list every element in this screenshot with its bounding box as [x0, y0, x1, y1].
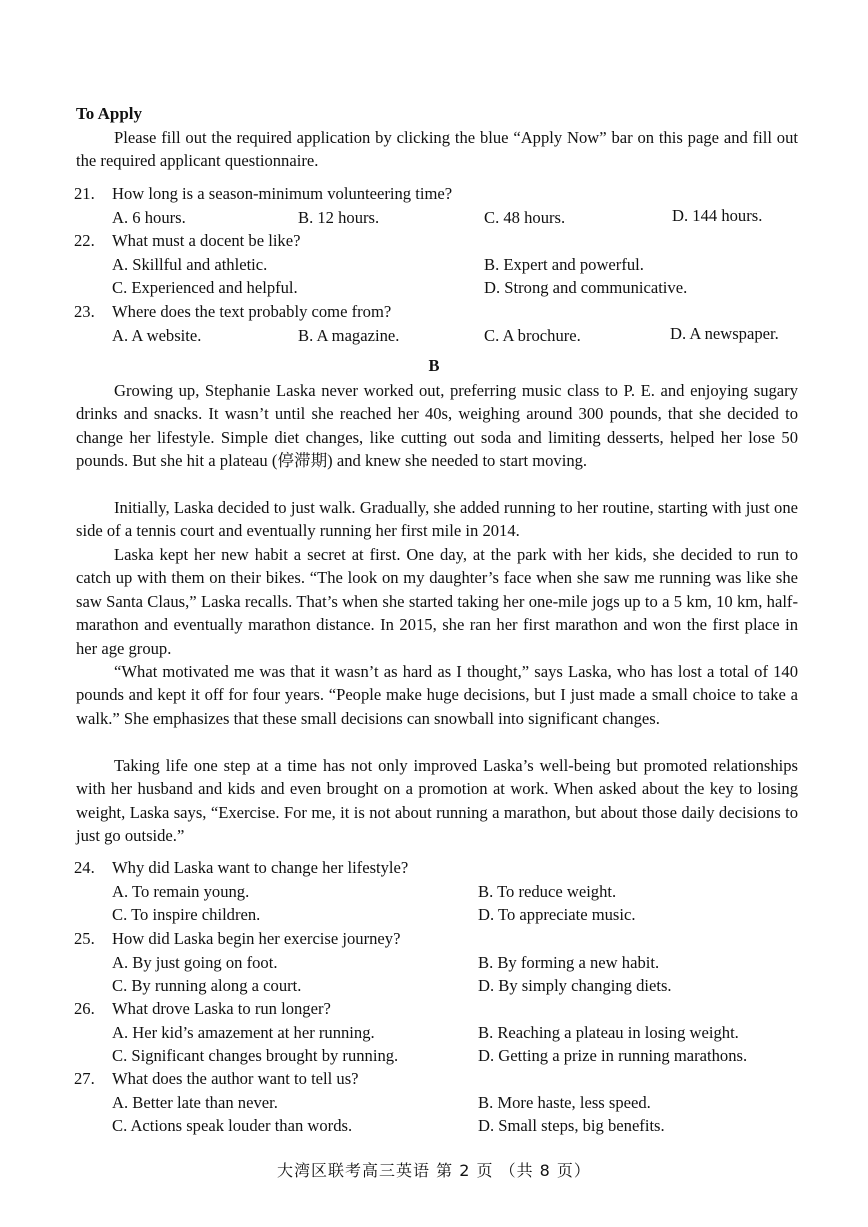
option-c: C. A brochure.: [484, 326, 581, 345]
question-number: 22.: [74, 231, 95, 250]
option-c: C. Actions speak louder than words.: [112, 1116, 353, 1135]
option-a: A. Better late than never.: [112, 1093, 278, 1112]
passage-paragraph-4: “What motivated me was that it wasn’t as hard as I thought,” says Laska, who has lost a total of 140 pounds and kept it off for four years. “People make huge decisions, but I just made a small choice to take a walk.” She emphasizes that these small decisions can snowball into significant changes.: [76, 662, 798, 728]
option-d: D. Small steps, big benefits.: [478, 1116, 665, 1135]
question-stem: How did Laska begin her exercise journey?: [112, 929, 401, 948]
option-c: C. Significant changes brought by running.: [112, 1046, 399, 1065]
question-number: 26.: [74, 999, 95, 1018]
option-a: A. Skillful and athletic.: [112, 255, 268, 274]
passage-paragraph-3: Laska kept her new habit a secret at first. One day, at the park with her kids, she decided to run to catch up with them on their bikes. “The look on my daughter’s face when she saw me running was like she saw Santa Claus,” Laska recalls. That’s when she started taking her one-mile jogs up to a 5 km, 10 km, half-marathon and eventually marathon distance. In 2015, she ran her first marathon and won the first place in her age group.: [76, 545, 798, 658]
question-stem: What drove Laska to run longer?: [112, 999, 331, 1018]
option-c: C. To inspire children.: [112, 905, 261, 924]
option-b: B. By forming a new habit.: [478, 953, 660, 972]
question-stem: Why did Laska want to change her lifestyle?: [112, 858, 409, 877]
passage-paragraph-2: Initially, Laska decided to just walk. Gradually, she added running to her routine, starting with just one side of a tennis court and eventually running her first mile in 2014.: [76, 498, 798, 541]
question-number: 21.: [74, 184, 95, 203]
option-b: B. More haste, less speed.: [478, 1093, 651, 1112]
option-a: A. A website.: [112, 326, 202, 345]
option-b: B. Reaching a plateau in losing weight.: [478, 1023, 739, 1042]
question-stem: What must a docent be like?: [112, 231, 301, 250]
passage-paragraph-5: Taking life one step at a time has not only improved Laska’s well-being but promoted relationships with her husband and kids and even brought on a promotion at work. When asked about the key to losing weight, Laska says, “Exercise. For me, it is not about running a marathon, but about those daily decisions to just go outside.”: [76, 756, 798, 846]
apply-paragraph: Please fill out the required application by clicking the blue “Apply Now” bar on this page and fill out the required applicant questionnaire.: [76, 128, 798, 171]
option-d: D. By simply changing diets.: [478, 976, 672, 995]
passage-paragraph-1: Growing up, Stephanie Laska never worked out, preferring music class to P. E. and enjoying sugary drinks and snacks. It wasn’t until she reached her 40s, weighing around 300 pounds, that she decided to change her lifestyle. Simple diet changes, like cutting out soda and limiting desserts, helped her lose 50 pounds. But she hit a plateau (停滞期) and knew she needed to start moving.: [76, 381, 798, 471]
question-number: 24.: [74, 858, 95, 877]
option-d: D. Getting a prize in running marathons.: [478, 1046, 748, 1065]
option-a: A. 6 hours.: [112, 208, 186, 227]
option-c: C. 48 hours.: [484, 208, 566, 227]
question-number: 27.: [74, 1069, 95, 1088]
question-number: 25.: [74, 929, 95, 948]
option-c: C. Experienced and helpful.: [112, 278, 298, 297]
option-b: B. 12 hours.: [298, 208, 380, 227]
option-d: D. 144 hours.: [672, 206, 763, 225]
question-stem: What does the author want to tell us?: [112, 1069, 359, 1088]
question-number: 23.: [74, 302, 95, 321]
option-b: B. A magazine.: [298, 326, 400, 345]
option-b: B. Expert and powerful.: [484, 255, 644, 274]
option-d: D. To appreciate music.: [478, 905, 636, 924]
option-d: D. A newspaper.: [670, 324, 779, 343]
option-c: C. By running along a court.: [112, 976, 302, 995]
option-d: D. Strong and communicative.: [484, 278, 688, 297]
question-stem: How long is a season-minimum volunteering time?: [112, 184, 453, 203]
apply-heading: To Apply: [76, 104, 142, 123]
option-a: A. To remain young.: [112, 882, 250, 901]
section-b-label: B: [428, 356, 440, 375]
option-a: A. Her kid’s amazement at her running.: [112, 1023, 375, 1042]
question-stem: Where does the text probably come from?: [112, 302, 392, 321]
option-a: A. By just going on foot.: [112, 953, 278, 972]
option-b: B. To reduce weight.: [478, 882, 617, 901]
page-footer: 大湾区联考高三英语 第 2 页 （共 8 页）: [277, 1161, 591, 1180]
